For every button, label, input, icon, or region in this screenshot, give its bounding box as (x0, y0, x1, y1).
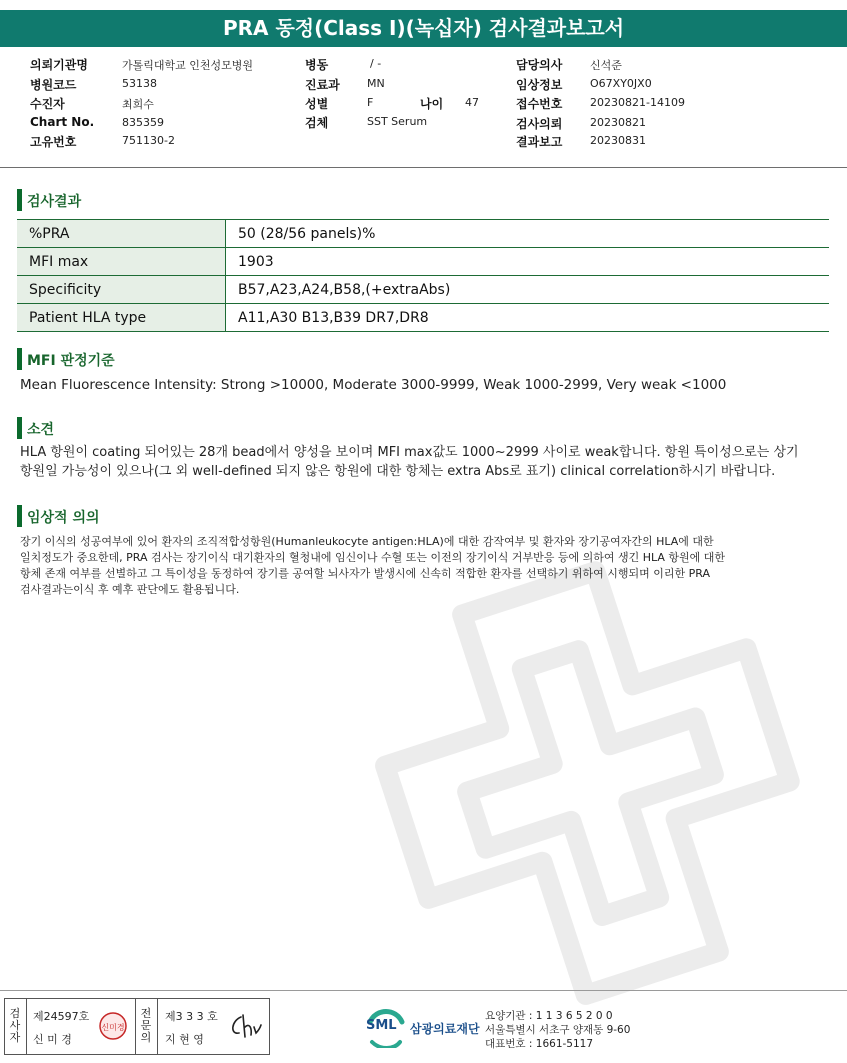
section-mfi-title: MFI 판정기준 (27, 353, 115, 369)
info-value-unique-no: 751130-2 (122, 134, 175, 147)
cross-watermark-icon (360, 560, 840, 1020)
inspector-name: 신 미 경 (33, 1033, 72, 1046)
table-row (17, 304, 829, 332)
info-label-hospital-code: 병원코드 (30, 78, 77, 92)
info-label-unique-no: 고유번호 (30, 135, 77, 149)
info-divider (0, 167, 847, 168)
section-results-title: 검사결과 (27, 194, 82, 210)
mfi-criteria-text: Mean Fluorescence Intensity: Strong >10000, Moderate 3000-9999, Weak 1000-2999, Very weak <1000 (20, 377, 727, 393)
clinical-line: 일치정도가 중요한데, PRA 검사는 장기이식 대기환자의 혈청내에 임신이나 수혈 또는 이전의 장기이식 거부반응 등에 의하여 생긴 HLA 항원에 대한 (20, 551, 726, 564)
patient-info (0, 52, 847, 152)
info-value-ward: / - (370, 57, 382, 70)
specialist-vertical-label: 전 문 의 (140, 1007, 152, 1044)
org-name: 삼광의료재단 (410, 1022, 480, 1036)
result-key: MFI max (17, 248, 226, 276)
signature-box (4, 998, 270, 1055)
result-key: %PRA (17, 220, 226, 248)
info-label-patient: 수진자 (30, 97, 65, 111)
section-opinion-title: 소견 (27, 422, 55, 438)
handwritten-signature-icon (227, 1013, 263, 1041)
table-row (17, 248, 829, 276)
results-table (17, 219, 829, 332)
table-row (17, 220, 829, 248)
clinical-line: 항체 존재 여부를 선별하고 그 특이성을 동정하여 장기를 공여할 뇌사자가 발생시에 신속히 적합한 환자를 선택하기 위하여 시행되며 이리한 PRA (20, 567, 710, 580)
clinical-line: 장기 이식의 성공여부에 있어 환자의 조직적합성항원(Humanleukocyte antigen:HLA)에 대한 감작여부 및 환자와 장기공여자간의 HLA에 대한 (20, 535, 714, 548)
info-value-chart-no: 835359 (122, 116, 164, 129)
result-value: 1903 (226, 248, 830, 276)
footer-divider (0, 990, 847, 991)
info-value-specimen: SST Serum (367, 115, 428, 128)
info-value-institution: 가톨릭대학교 인천성모병원 (122, 59, 254, 72)
inspector-license-no: 제24597호 (33, 1010, 90, 1023)
info-label-institution: 의뢰기관명 (30, 58, 88, 72)
section-clinical-title: 임상적 의의 (27, 510, 100, 526)
section-bar (17, 505, 22, 527)
info-label-report-date: 결과보고 (516, 135, 563, 149)
svg-text:신미경: 신미경 (101, 1023, 125, 1032)
info-label-request-date: 검사의뢰 (516, 117, 563, 131)
footer-institution-code: 요양기관 : 1 1 3 6 5 2 0 0 (485, 1010, 613, 1022)
info-label-chart-no: Chart No. (30, 115, 95, 129)
info-value-report-date: 20230831 (590, 134, 646, 147)
info-value-request-date: 20230821 (590, 116, 646, 129)
info-label-specimen: 검체 (305, 116, 329, 130)
opinion-line: 항원일 가능성이 있으나(그 외 well-defined 되지 않은 항원에 대한 항체는 extra Abs로 표기) clinical correlation하시기 바랍니다. (20, 464, 776, 479)
info-value-department: MN (367, 77, 385, 90)
result-value: 50 (28/56 panels)% (226, 220, 830, 248)
result-key: Specificity (17, 276, 226, 304)
result-value: B57,A23,A24,B58,(+extraAbs) (226, 276, 830, 304)
info-label-receipt-no: 접수번호 (516, 97, 563, 111)
info-value-clinical-info: O67XY0JX0 (590, 77, 652, 90)
opinion-text (20, 443, 799, 481)
result-key: Patient HLA type (17, 304, 226, 332)
info-value-age: 47 (465, 96, 479, 109)
footer-address: 서울특별시 서초구 양재동 9-60 (485, 1024, 631, 1036)
info-label-ward: 병동 (305, 58, 329, 72)
info-label-doctor: 담당의사 (516, 58, 563, 72)
info-value-sex: F (367, 96, 374, 109)
inspector-vertical-label: 검 사 자 (9, 1007, 21, 1044)
footer-phone: 대표번호 : 1661-5117 (485, 1038, 594, 1050)
inspector-seal-icon (98, 1011, 128, 1041)
info-label-age: 나이 (420, 97, 444, 111)
info-value-doctor: 신석준 (590, 59, 622, 72)
sml-logo-text: SML (366, 1018, 397, 1033)
specialist-name: 지 현 영 (165, 1033, 204, 1046)
info-label-clinical-info: 임상정보 (516, 78, 563, 92)
report-title: PRA 동정(Class I)(녹십자) 검사결과보고서 (0, 10, 847, 47)
section-bar (17, 348, 22, 370)
table-row (17, 276, 829, 304)
clinical-line: 검사결과는이식 후 예후 판단에도 활용됩니다. (20, 583, 240, 596)
info-label-sex: 성별 (305, 97, 329, 111)
clinical-significance-text (20, 534, 725, 598)
specialist-license-no: 제3 3 3 호 (165, 1010, 218, 1023)
opinion-line: HLA 항원이 coating 되어있는 28개 bead에서 양성을 보이며 MFI max값도 1000~2999 사이로 weak합니다. 항원 특이성으로는 상기 (20, 445, 799, 460)
info-value-hospital-code: 53138 (122, 77, 157, 90)
section-bar (17, 417, 22, 439)
info-value-patient: 최희수 (122, 98, 154, 111)
result-value: A11,A30 B13,B39 DR7,DR8 (226, 304, 830, 332)
section-bar (17, 189, 22, 211)
info-label-department: 진료과 (305, 78, 340, 92)
info-value-receipt-no: 20230821-14109 (590, 96, 685, 109)
